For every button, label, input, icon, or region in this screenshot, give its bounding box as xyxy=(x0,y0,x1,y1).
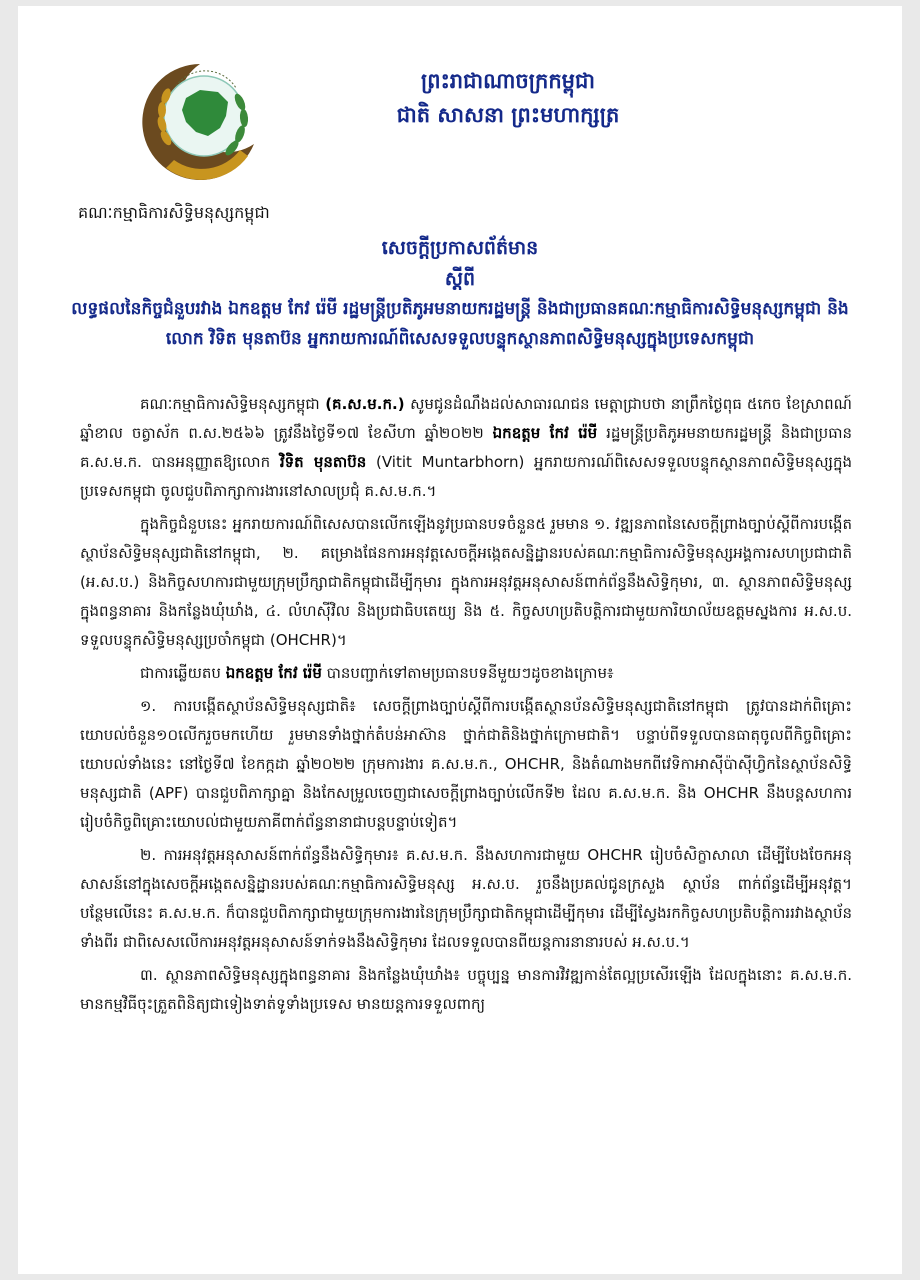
paragraph-6: ៣. ស្ថានភាពសិទ្ធិមនុស្សក្នុងពន្ធនាគារ និងកន្លែងឃុំឃាំង៖ បច្ចុប្បន្ន មានការវិវឌ្ឍកាន់តែល្អប្រសើរឡើង ដែលក្នុងនោះ គ.ស.ម.ក. មានកម្មវិធីចុះត្រួតពិនិត្យជាទៀងទាត់ទូទាំងប្រទេស មានយន្តការទទួលពាក្យ xyxy=(80,966,852,1013)
title-subject: លទ្ធផលនៃកិច្ចជំនួបរវាង ឯកឧត្តម កែវ រ៉េមី រដ្ឋមន្ត្រីប្រតិភូអមនាយករដ្ឋមន្ត្រី និងជាប្រធានគណៈកម្មាធិការសិទ្ធិមនុស្សកម្ពុជា និងលោក វិទិត មុនតាប៊ន អ្នករាយការណ៍ពិសេសទទួលបន្ទុកស្ថានភាពសិទ្ធិមនុស្សក្នុងប្រទេសកម្ពុជា xyxy=(71,299,849,349)
paragraph-2: ក្នុងកិច្ចជំនួបនេះ អ្នករាយការណ៍ពិសេសបានលើកឡើងនូវប្រធានបទចំនួន៥ រួមមាន ១. វឌ្ឍនភាពនៃសេចក្តីព្រាងច្បាប់ស្តីពីការបង្កើតស្ថាប័នសិទ្ធិមនុស្សជាតិនៅកម្ពុជា, ២. គម្រោងផែនការអនុវត្តសេចក្តីអង្កេតសន្និដ្ឋានរបស់គណៈកម្មាធិការសិទ្ធិមនុស្សអង្គការសហប្រជាជាតិ (អ.ស.ប.) និងកិច្ចសហការជាមួយក្រុមប្រឹក្សាជាតិកម្ពុជាដើម្បីកុមារ ក្នុងការអនុវត្តអនុសាសន៍ពាក់ព័ន្ធនឹងសិទ្ធិកុមារ, ៣. ស្ថានភាពសិទ្ធិមនុស្សក្នុងពន្ធនាគារ និងកន្លែងឃុំឃាំង, ៤. លំហស៊ីវិល និងប្រជាធិបតេយ្យ និង ៥. កិច្ចសហប្រតិបត្តិការជាមួយការិយាល័យឧត្តមស្នងការ អ.ស.ប. ទទួលបន្ទុកសិទ្ធិមនុស្សប្រចាំកម្ពុជា (OHCHR)។ xyxy=(80,515,852,649)
paragraph-5: ២. ការអនុវត្តអនុសាសន៍ពាក់ព័ន្ធនឹងសិទ្ធិកុមារ៖ គ.ស.ម.ក. នឹងសហការជាមួយ OHCHR រៀបចំសិក្ខាសាលា ដើម្បីបែងចែកអនុសាសន៍នៅក្នុងសេចក្តីអង្កេតសន្និដ្ឋានរបស់គណៈកម្មាធិការសិទ្ធិមនុស្ស អ.ស.ប. រួចនឹងប្រគល់ជូនក្រសួង ស្ថាប័ន ពាក់ព័ន្ធដើម្បីអនុវត្ត។ បន្ថែមលើនេះ គ.ស.ម.ក. ក៏បានជួបពិភាក្សាជាមួយក្រុមការងារនៃក្រុមប្រឹក្សាជាតិកម្ពុជាដើម្បីកុមារ ដើម្បីស្វែងរកកិច្ចសហប្រតិបត្តិការរវាងស្ថាប័នទាំងពីរ ជាពិសេសលើការអនុវត្តអនុសាសន៍ទាក់ទងនឹងសិទ្ធិកុមារ ដែលទទួលបានពីយន្តការនានារបស់ អ.ស.ប.។ xyxy=(80,846,852,951)
paragraph-3: ជាការឆ្លើយតប ឯកឧត្តម កែវ រ៉េមី បានបញ្ជាក់ទៅតាមប្រធានបទនីមួយៗដូចខាងក្រោម៖ xyxy=(140,664,614,682)
title-about: ស្តីពី xyxy=(444,268,476,290)
paragraph-4: ១. ការបង្កើតស្ថាប័នសិទ្ធិមនុស្សជាតិ៖ សេចក្តីព្រាងច្បាប់ស្តីពីការបង្កើតស្ថានប័នសិទ្ធិមនុស្សជាតិនៅកម្ពុជា ត្រូវបានដាក់ពិគ្រោះយោបល់ចំនួន១០លើករួចមកហើយ រួមមានទាំងថ្នាក់តំបន់អាស៊ាន ថ្នាក់ជាតិនិងថ្នាក់ក្រោមជាតិ។ បន្ទាប់ពីទទួលបានធាតុចូលពីកិច្ចពិគ្រោះយោបល់ទាំងនេះ នៅថ្ងៃទី៧ ខែកក្កដា ឆ្នាំ២០២២ ក្រុមការងារ គ.ស.ម.ក., OHCHR, និងតំណាងមកពីវេទិកាអាស៊ីប៉ាស៊ីហ្វិកនៃស្ថាប័នសិទ្ធិមនុស្សជាតិ (APF) បានជួបពិភាក្សាគ្នា និងកែសម្រួលចេញជាសេចក្តីព្រាងច្បាប់លើកទី២ ដែល គ.ស.ម.ក. និង OHCHR នឹងបន្តសហការរៀបចំកិច្ចពិគ្រោះយោបល់ជាមួយភាគីពាក់ព័ន្ធនានាជាបន្តបន្ទាប់ទៀត។ xyxy=(80,697,852,831)
kingdom-name: ព្រះរាជាណាចក្រកម្ពុជា xyxy=(420,68,595,93)
document-page xyxy=(18,6,902,1274)
chr-emblem-icon xyxy=(136,58,264,186)
document-body xyxy=(80,390,852,1019)
document-title-block xyxy=(58,232,862,354)
document-title: សេចក្តីប្រកាសព័ត៌មាន xyxy=(381,237,539,259)
paragraph-1: គណៈកម្មាធិការសិទ្ធិមនុស្សកម្ពុជា (គ.ស.ម.ក.) សូមជូនដំណឹងដល់សាធារណជន មេត្តាជ្រាបថា នាព្រឹកថ្ងៃពុធ ៥កេច ខែស្រាពណ៍ ឆ្នាំខាល ចត្វាស័ក ព.ស.២៥៦៦ ត្រូវនឹងថ្ងៃទី១៧ ខែសីហា ឆ្នាំ២០២២ ឯកឧត្តម កែវ រ៉េមី រដ្ឋមន្ត្រីប្រតិភូអមនាយករដ្ឋមន្ត្រី និងជាប្រធាន គ.ស.ម.ក. បានអនុញ្ញាតឱ្យលោក វិទិត មុនតាប៊ន (Vitit Muntarbhorn) អ្នករាយការណ៍ពិសេសទទួលបន្ទុកស្ថានភាពសិទ្ធិមនុស្សក្នុងប្រទេសកម្ពុជា ចូលជួបពិភាក្សាការងារនៅសាលប្រជុំ គ.ស.ម.ក.។ xyxy=(80,395,853,500)
kingdom-header xyxy=(318,64,698,132)
organization-name: គណៈកម្មាធិការសិទ្ធិមនុស្សកម្ពុជា xyxy=(78,203,270,222)
national-motto: ជាតិ សាសនា ព្រះមហាក្សត្រ xyxy=(396,102,620,127)
